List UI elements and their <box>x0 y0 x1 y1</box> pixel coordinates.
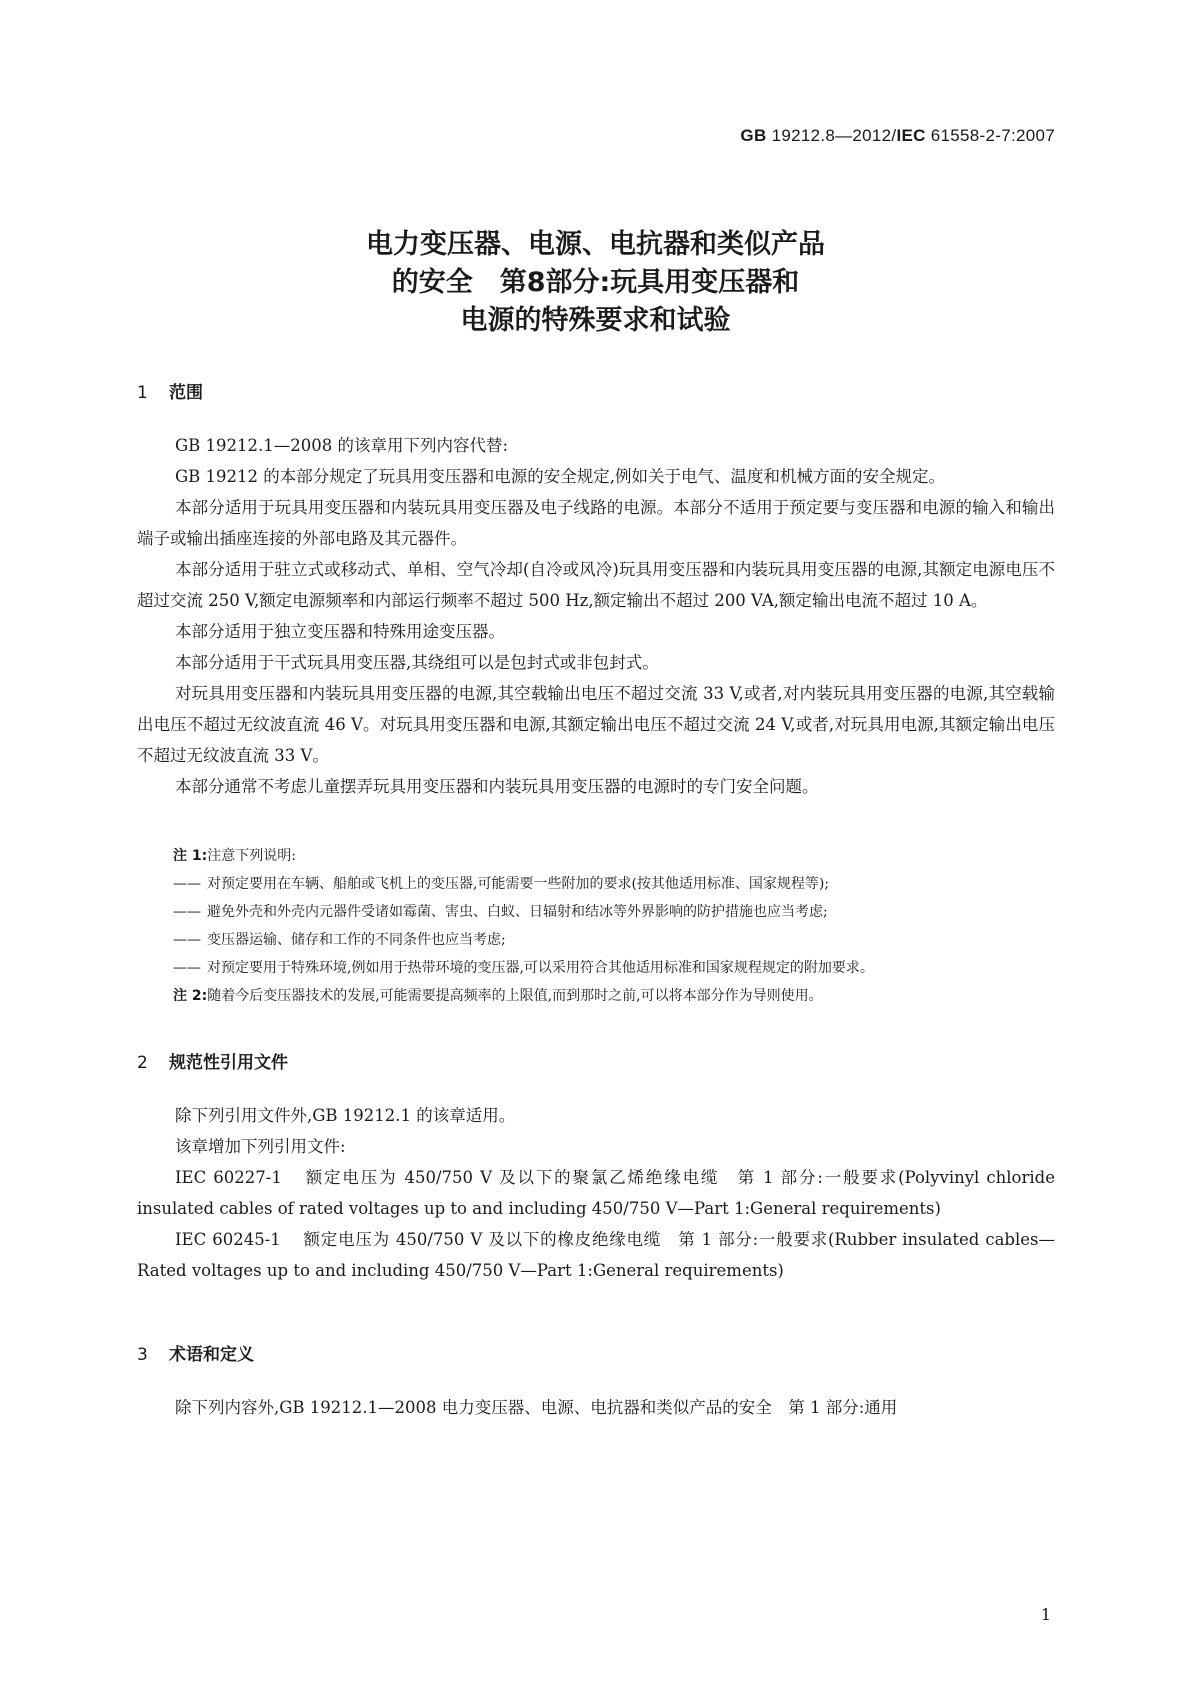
note-dash: —— <box>173 904 201 920</box>
section-1-title: 范围 <box>169 383 203 403</box>
paragraph: 本部分通常不考虑儿童摆弄玩具用变压器和内装玩具用变压器的电源时的专门安全问题。 <box>175 777 819 796</box>
standard-prefix: GB <box>740 126 767 145</box>
title-line-3: 电源的特殊要求和试验 <box>460 305 731 336</box>
section-1-body <box>137 430 1055 802</box>
note-2-label: 注 2: <box>173 988 208 1004</box>
section-1-number: 1 <box>137 383 148 403</box>
note-list-item <box>173 926 1055 954</box>
section-2-heading <box>137 1048 288 1073</box>
title-line-2: 的安全 第8部分:玩具用变压器和 <box>391 267 800 298</box>
section-2-title: 规范性引用文件 <box>169 1053 288 1073</box>
note-1-label: 注 1: <box>173 848 208 864</box>
note-2 <box>173 982 1055 1010</box>
note-item-text: 对预定要用于特殊环境,例如用于热带环境的变压器,可以采用符合其他适用标准和国家规程规定的附加要求。 <box>207 960 874 976</box>
paragraph: 除下列内容外,GB 19212.1—2008 电力变压器、电源、电抗器和类似产品的安全 第 1 部分:通用 <box>175 1398 898 1417</box>
iec-prefix: IEC <box>896 126 926 145</box>
standard-header <box>740 126 1055 146</box>
paragraph: 除下列引用文件外,GB 19212.1 的该章适用。 <box>175 1106 516 1125</box>
section-1-notes <box>137 842 1055 1010</box>
paragraph: 该章增加下列引用文件: <box>175 1137 346 1156</box>
note-item-text: 对预定要用在车辆、船舶或飞机上的变压器,可能需要一些附加的要求(按其他适用标准、国家规程等); <box>207 876 830 892</box>
title-line-1: 电力变压器、电源、电抗器和类似产品 <box>366 229 825 260</box>
note-list-item <box>173 870 1055 898</box>
section-3-title: 术语和定义 <box>169 1345 254 1365</box>
paragraph: GB 19212.1—2008 的该章用下列内容代替: <box>175 436 509 455</box>
iec-number: 61558-2-7:2007 <box>930 126 1055 145</box>
section-1-heading <box>137 378 203 403</box>
note-dash: —— <box>173 876 201 892</box>
section-2-body <box>137 1100 1055 1286</box>
note-1-text: 注意下列说明: <box>207 848 296 864</box>
document-title <box>0 226 1191 340</box>
note-dash: —— <box>173 932 201 948</box>
paragraph: 本部分适用于干式玩具用变压器,其绕组可以是包封式或非包封式。 <box>175 653 659 672</box>
note-dash: —— <box>173 960 201 976</box>
paragraph: 对玩具用变压器和内装玩具用变压器的电源,其空载输出电压不超过交流 33 V,或者,对内装玩具用变压器的电源,其空载输出电压不超过无纹波直流 46 V。对玩具用变压器和电源,其额定输出电压不超过交流 24 V,或者,对玩具用电源,其额定输出电压不超过无纹波直流 33 V。 <box>137 684 1055 765</box>
note-2-text: 随着今后变压器技术的发展,可能需要提高频率的上限值,而到那时之前,可以将本部分作为导则使用。 <box>207 988 823 1004</box>
reference-code: IEC 60245-1 <box>175 1230 281 1249</box>
reference-entry <box>137 1162 1055 1224</box>
note-item-text: 避免外壳和外壳内元器件受诸如霉菌、害虫、白蚁、日辐射和结冰等外界影响的防护措施也应当考虑; <box>207 904 828 920</box>
note-list-item <box>173 898 1055 926</box>
reference-entry <box>137 1224 1055 1286</box>
section-3-number: 3 <box>137 1345 148 1365</box>
standard-number: 19212.8—2012/ <box>771 126 897 145</box>
paragraph: GB 19212 的本部分规定了玩具用变压器和电源的安全规定,例如关于电气、温度和机械方面的安全规定。 <box>175 467 946 486</box>
section-2-number: 2 <box>137 1053 148 1073</box>
paragraph: 本部分适用于玩具用变压器和内装玩具用变压器及电子线路的电源。本部分不适用于预定要与变压器和电源的输入和输出端子或输出插座连接的外部电路及其元器件。 <box>137 498 1055 548</box>
reference-code: IEC 60227-1 <box>175 1168 282 1187</box>
paragraph: 本部分适用于驻立式或移动式、单相、空气冷却(自冷或风冷)玩具用变压器和内装玩具用变压器的电源,其额定电源电压不超过交流 250 V,额定电源频率和内部运行频率不超过 500 Hz,额定输出不超过 200 VA,额定输出电流不超过 10 A。 <box>137 560 1055 610</box>
reference-text: 额定电压为 450/750 V 及以下的橡皮绝缘电缆 第 1 部分:一般要求(Rubber insulated cables—Rated voltages up to and including 450/750 V—Part 1:General requirements) <box>137 1230 1055 1280</box>
note-list-item <box>173 954 1055 982</box>
note-item-text: 变压器运输、储存和工作的不同条件也应当考虑; <box>207 932 506 948</box>
page-number: 1 <box>1040 1605 1051 1624</box>
reference-text: 额定电压为 450/750 V 及以下的聚氯乙烯绝缘电缆 第 1 部分:一般要求(Polyvinyl chloride insulated cables of rated voltages up to and including 450/750 V—Part 1:General requirements) <box>137 1168 1055 1218</box>
paragraph: 本部分适用于独立变压器和特殊用途变压器。 <box>175 622 505 641</box>
section-3-heading <box>137 1340 254 1365</box>
section-3-body <box>137 1392 1055 1423</box>
note-1 <box>173 842 1055 870</box>
